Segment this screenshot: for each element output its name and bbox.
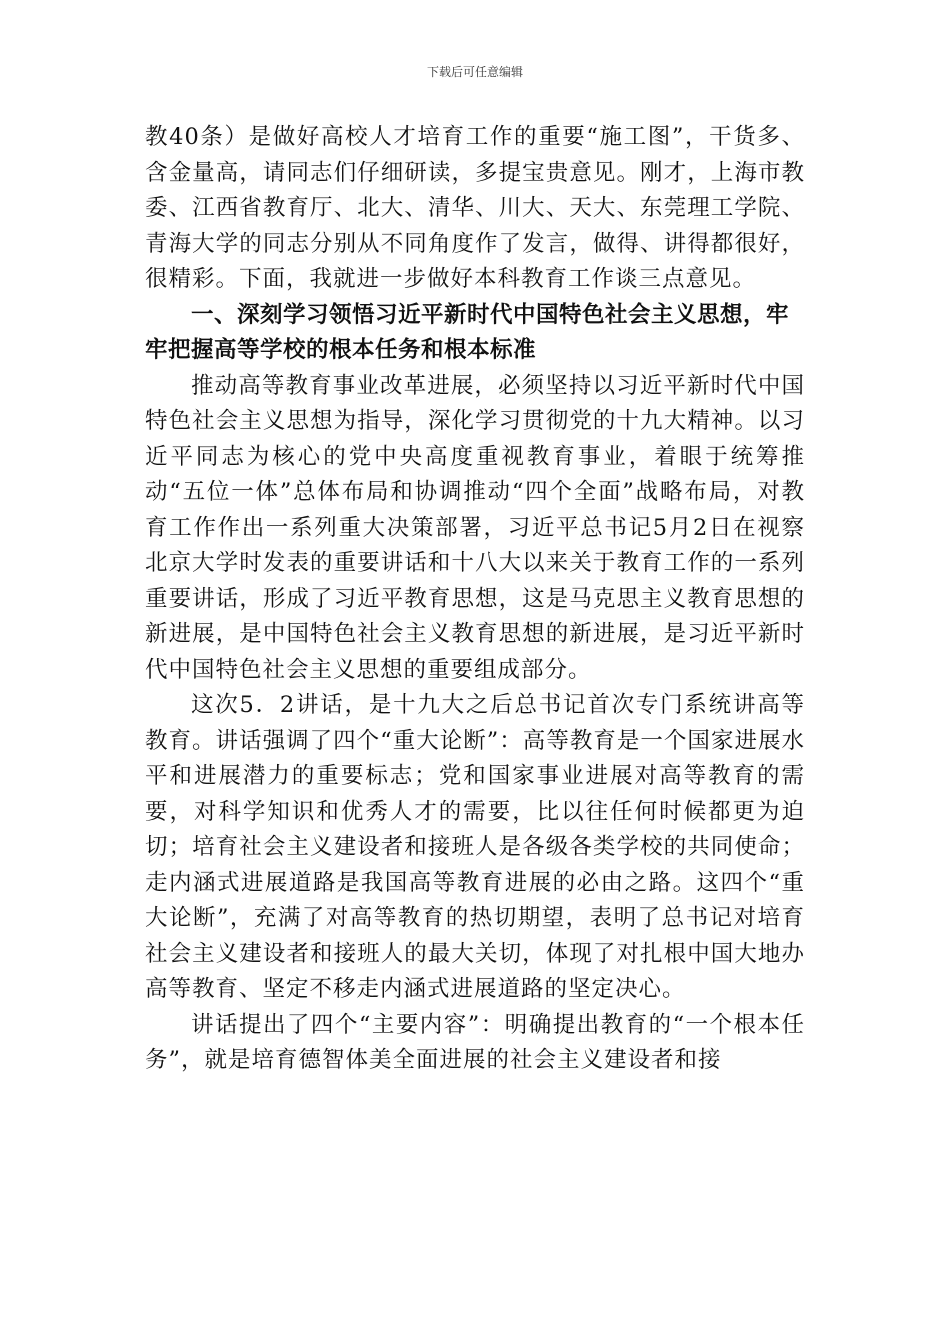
- paragraph-main-contents: 讲话提出了四个“主要内容”：明确提出教育的“一个根本任务”，就是培育德智体美全面进展的社会主义建设者和接: [145, 1011, 805, 1073]
- document-body: [145, 120, 805, 1079]
- page-header: 下载后可任意编辑: [426, 65, 523, 79]
- paragraph-xi-thought: 推动高等教育事业改革进展，必须坚持以习近平新时代中国特色社会主义思想为指导，深化学习贯彻党的十九大精神。以习近平同志为核心的党中央高度重视教育事业，着眼于统筹推动“五位一体”总体布局和协调推动“四个全面”战略布局，对教育工作作出一系列重大决策部署，习近平总书记5月2日在视察北京大学时发表的重要讲话和十八大以来关于教育工作的一系列重要讲话，形成了习近平教育思想，这是马克思主义教育思想的新进展，是中国特色社会主义教育思想的新进展，是习近平新时代中国特色社会主义思想的重要组成部分。: [145, 372, 805, 683]
- section-heading-1: 一、深刻学习领悟习近平新时代中国特色社会主义思想，牢牢把握高等学校的根本任务和根本标准: [145, 301, 790, 363]
- paragraph-intro: 教40条）是做好高校人才培育工作的重要“施工图”，干货多、含金量高，请同志们仔细研读，多提宝贵意见。刚才，上海市教委、江西省教育厅、北大、清华、川大、天大、东莞理工学院、青海大学的同志分别从不同角度作了发言，做得、讲得都很好，很精彩。下面，我就进一步做好本科教育工作谈三点意见。: [145, 124, 805, 292]
- paragraph-speech-judgments: 这次5．2讲话，是十九大之后总书记首次专门系统讲高等教育。讲话强调了四个“重大论断”：高等教育是一个国家进展水平和进展潜力的重要标志；党和国家事业进展对高等教育的需要，对科学知识和优秀人才的需要，比以往任何时候都更为迫切；培育社会主义建设者和接班人是各级各类学校的共同使命；走内涵式进展道路是我国高等教育进展的必由之路。这四个“重大论断”，充满了对高等教育的热切期望，表明了总书记对培育社会主义建设者和接班人的最大关切，体现了对扎根中国大地办高等教育、坚定不移走内涵式进展道路的坚定决心。: [145, 692, 805, 1002]
